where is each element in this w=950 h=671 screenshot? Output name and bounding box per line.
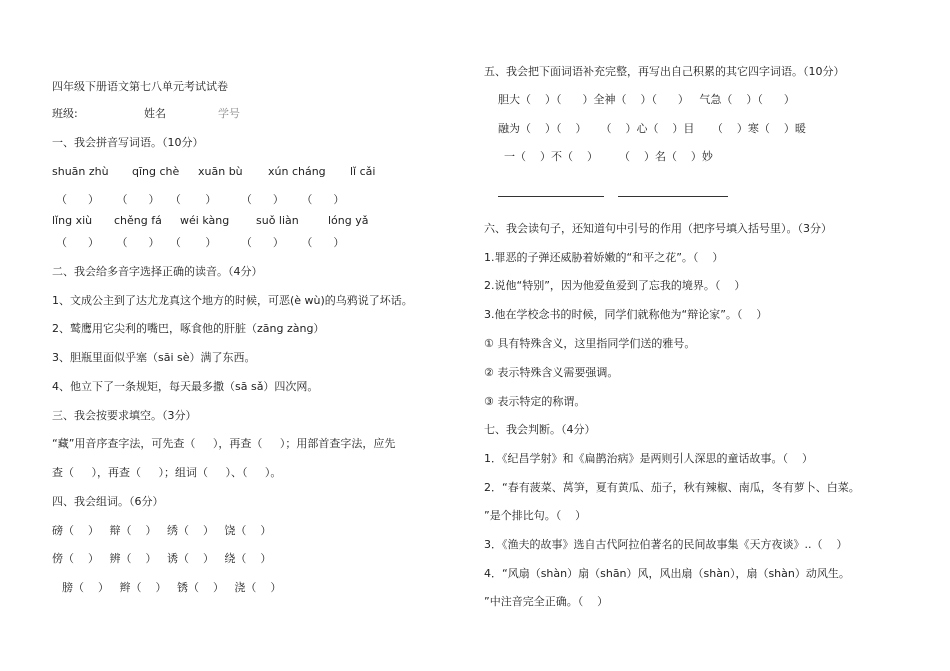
option-item: ① 具有特殊含义，这里指同学们送的雅号。 bbox=[484, 337, 696, 350]
judge-item: ”是个排比句。（ ） bbox=[484, 509, 587, 522]
word-group-row: 傍（ ） 辨（ ） 诱（ ） 绕（ ） bbox=[52, 552, 272, 565]
judge-item: 4．“风扇（shàn）扇（shān）风，风出扇（shàn），扇（shàn）动风生。 bbox=[484, 567, 850, 580]
pinyin-item: wéi kàng bbox=[180, 214, 230, 227]
section-4-heading: 四、我会组词。（6分） bbox=[52, 495, 164, 508]
pinyin-item: xún cháng bbox=[268, 165, 326, 178]
option-item: ③ 表示特定的称谓。 bbox=[484, 395, 586, 408]
idiom-row: 胆大（ ）（ ）全神（ ）（ ） 气急（ ）（ ） bbox=[498, 93, 795, 106]
word-group-row: 磅（ ） 辩（ ） 绣（ ） 饶（ ） bbox=[52, 524, 272, 537]
pinyin-item: lǐng xiù bbox=[52, 214, 93, 227]
judge-item: 2．“春有菠菜、莴笋，夏有黄瓜、茄子，秋有辣椒、南瓜，冬有萝卜、白菜。 bbox=[484, 481, 860, 494]
idiom-row: 融为（ ）（ ） （ ）心（ ）目 （ ）寒（ ）暖 bbox=[498, 122, 806, 135]
question-item: 3、胆瓶里面似乎塞（sāi sè）满了东西。 bbox=[52, 351, 256, 364]
class-label: 班级: bbox=[52, 107, 78, 120]
word-group-row: 膀（ ） 辫（ ） 锈（ ） 浇（ ） bbox=[62, 581, 282, 594]
section-1-heading: 一、我会拼音写词语。（10分） bbox=[52, 136, 204, 149]
section-2-heading: 二、我会给多音字选择正确的读音。（4分） bbox=[52, 265, 263, 278]
section-6-heading: 六、我会读句子，还知道句中引号的作用（把序号填入括号里）。（3分） bbox=[484, 222, 832, 235]
question-item: 4、他立下了一条规矩，每天最多撒（sā sǎ）四次网。 bbox=[52, 380, 319, 393]
judge-item: 3．《渔夫的故事》选自古代阿拉伯著名的民间故事集《天方夜谈》..（ ） bbox=[484, 538, 848, 551]
question-item: 2、鹫鹰用它尖利的嘴巴，啄食他的肝脏（zāng zàng） bbox=[52, 322, 325, 335]
question-item: 3.他在学校念书的时候，同学们就称他为“辩论家”。（ ） bbox=[484, 308, 768, 321]
idiom-row: 一（ ）不（ ） （ ）名（ ）妙 bbox=[504, 150, 713, 163]
fill-in-line: 查（ ），再查（ ）；组词（ ）、（ ）。 bbox=[52, 466, 282, 479]
exam-title: 四年级下册语文第七八单元考试试卷 bbox=[52, 80, 228, 93]
section-7-heading: 七、我会判断。（4分） bbox=[484, 423, 596, 436]
name-label: 姓名 bbox=[144, 107, 166, 120]
pinyin-item: lóng yǎ bbox=[328, 214, 369, 227]
section-5-heading: 五、我会把下面词语补充完整，再写出自己积累的其它四字词语。（10分） bbox=[484, 65, 845, 78]
section-3-heading: 三、我会按要求填空。（3分） bbox=[52, 409, 197, 422]
answer-line[interactable] bbox=[618, 196, 728, 197]
question-item: 1、文成公主到了达尤龙真这个地方的时候，可恶(è wù)的乌鸦说了坏话。 bbox=[52, 294, 413, 307]
question-item: 2.说他“特别”，因为他爱鱼爱到了忘我的境界。（ ） bbox=[484, 279, 746, 292]
answer-line[interactable] bbox=[498, 196, 604, 197]
judge-item: ”中注音完全正确。（ ） bbox=[484, 595, 609, 608]
student-id-label: 学号 bbox=[218, 107, 240, 120]
fill-in-line: “藏”用音序查字法，可先查（ ），再查（ ）；用部首查字法，应先 bbox=[52, 437, 396, 450]
pinyin-item: suǒ liàn bbox=[256, 214, 299, 227]
pinyin-item: shuān zhù bbox=[52, 165, 109, 178]
pinyin-item: qīng chè bbox=[132, 165, 180, 178]
pinyin-item: lǐ cǎi bbox=[350, 165, 376, 178]
answer-blanks-row[interactable]: （ ） （ ） （ ） （ ） （ ） bbox=[56, 193, 345, 206]
judge-item: 1．《纪昌学射》和《扁鹊治病》是两则引人深思的童话故事。（ ） bbox=[484, 452, 813, 465]
pinyin-item: xuān bù bbox=[198, 165, 243, 178]
pinyin-item: chěng fá bbox=[114, 214, 162, 227]
option-item: ② 表示特殊含义需要强调。 bbox=[484, 366, 619, 379]
question-item: 1.罪恶的子弹还威胁着娇嫩的“和平之花”。（ ） bbox=[484, 251, 724, 264]
answer-blanks-row[interactable]: （ ） （ ） （ ） （ ） （ ） bbox=[56, 236, 345, 249]
